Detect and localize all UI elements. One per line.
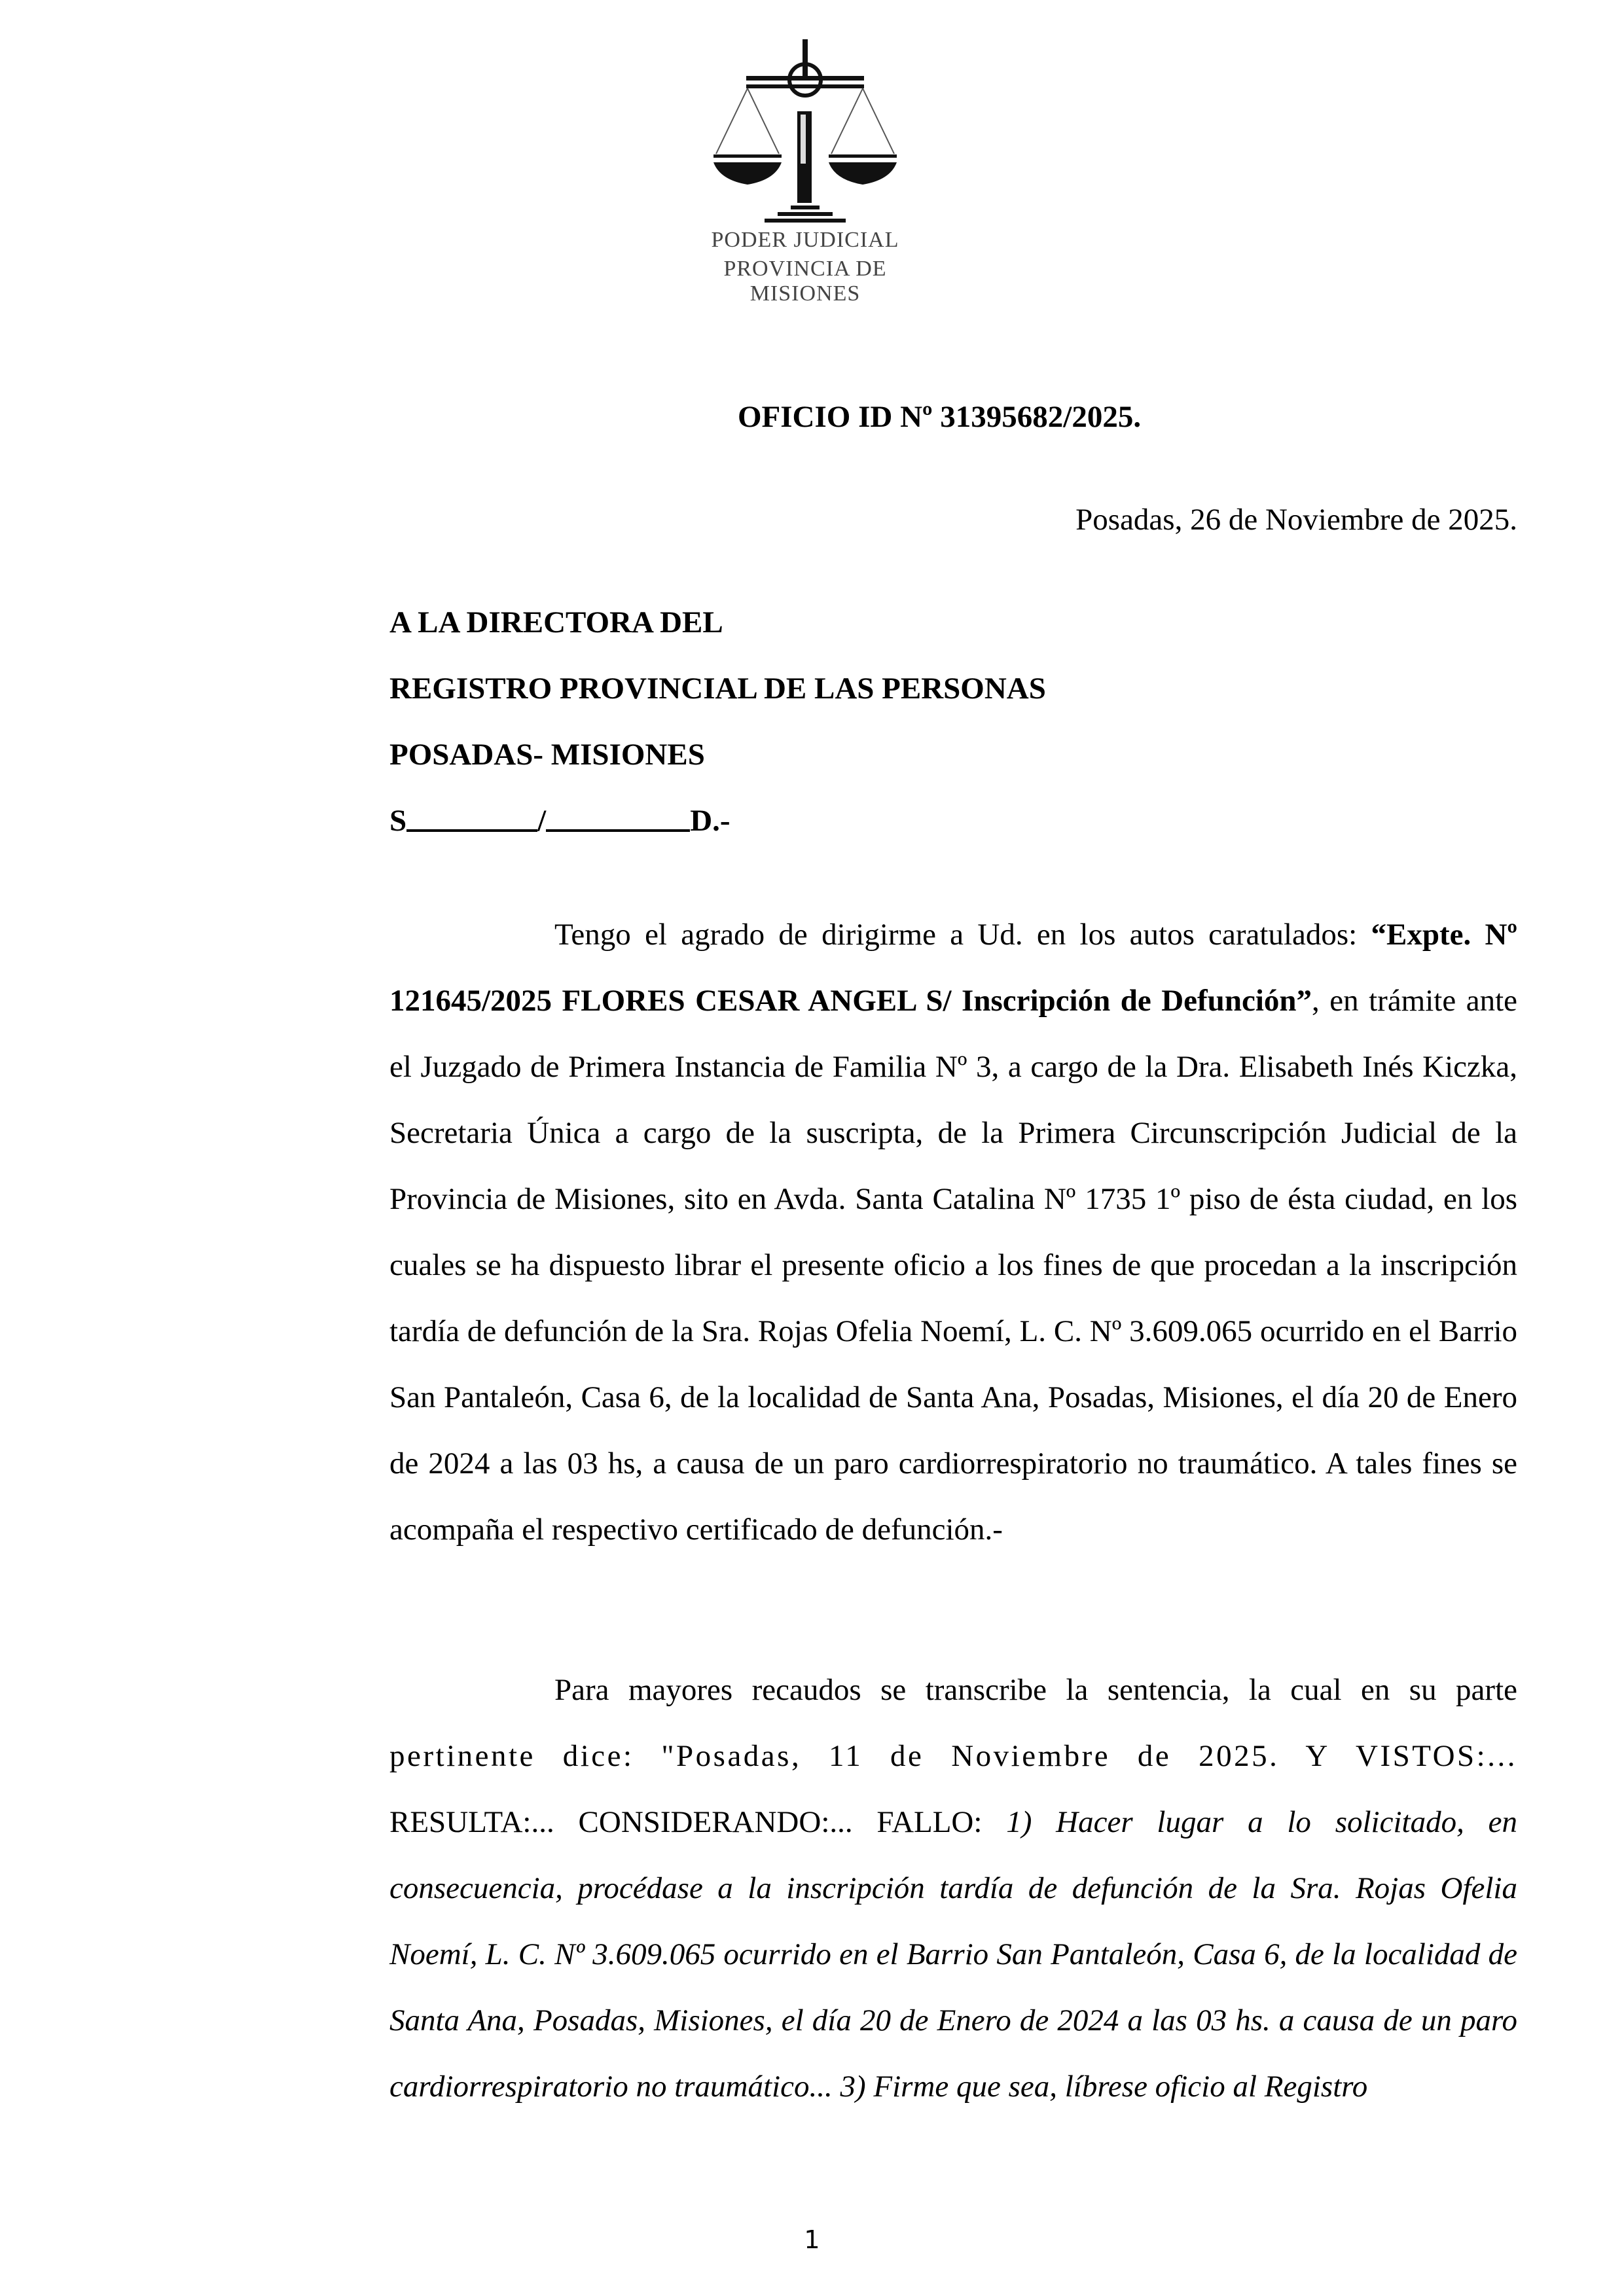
document-title: OFICIO ID Nº 31395682/2025. bbox=[738, 400, 1142, 434]
addressee-line-2: REGISTRO PROVINCIAL DE LAS PERSONAS bbox=[389, 672, 1046, 706]
addressee-line-3: POSADAS- MISIONES bbox=[389, 738, 705, 772]
sd-d: D.- bbox=[690, 804, 731, 838]
salutation-sd bbox=[389, 803, 731, 838]
paragraph-intro: Tengo el agrado de dirigirme a Ud. en los autos caratulados: bbox=[554, 918, 1371, 952]
sd-slash: / bbox=[537, 804, 547, 838]
sd-s: S bbox=[389, 804, 407, 838]
institution-province: PROVINCIA DE MISIONES bbox=[723, 257, 887, 306]
paragraph-body: , en trámite ante el Juzgado de Primera Instancia de Familia Nº 3, a cargo de la Dra. Elisabeth Inés Kiczka, Secretaria Única a cargo de la suscripta, de la Primera Circunscripción Judicial de la Provincia de Misiones, sito en Avda. Santa Catalina Nº 1735 1º piso de ésta ciudad, en los cuales se ha dispuesto librar el presente oficio a los fines de que procedan a la inscripción tardía de defunción de la Sra. Rojas Ofelia Noemí, L. C. Nº 3.609.065 ocurrido en el Barrio San Pantaleón, Casa 6, de la localidad de Santa Ana, Posadas, Misiones, el día 20 de Enero de 2024 a las 03 hs, a causa de un paro cardiorrespiratorio no traumático. A tales fines se acompaña el respectivo certificado de defunción.- bbox=[389, 984, 1517, 1547]
sentence-ruling: 1) Hacer lugar a lo solicitado, en consecuencia, procédase a la inscripción tardía de defunción de la Sra. Rojas Ofelia Noemí, L. C. Nº 3.609.065 ocurrido en el Barrio San Pantaleón, Casa 6, de la localidad de Santa Ana, Posadas, Misiones, el día 20 de Enero de 2024 a las 03 hs. a causa de un paro cardiorrespiratorio no traumático... 3) Firme que sea, líbrese oficio al Registro bbox=[389, 1805, 1518, 2104]
addressee-line-1: A LA DIRECTORA DEL bbox=[389, 605, 723, 639]
institution-name: PODER JUDICIAL bbox=[711, 228, 899, 252]
sentence-date: pertinente dice: "Posadas, 11 de Noviembre de 2025. Y VISTOS:... bbox=[389, 1739, 1517, 1773]
scales-of-justice-icon bbox=[694, 39, 916, 223]
sentence-intro: Para mayores recaudos se transcribe la sentencia, la cual en su parte bbox=[554, 1673, 1517, 1707]
paragraph-request bbox=[389, 902, 1517, 1563]
paragraph-sentence bbox=[389, 1657, 1517, 2120]
page-number: 1 bbox=[804, 2225, 820, 2254]
sentence-sections: RESULTA:... CONSIDERANDO:... FALLO: bbox=[389, 1805, 1007, 1839]
poder-judicial-logo bbox=[668, 39, 943, 306]
sd-blank-1 bbox=[406, 829, 537, 832]
date-line: Posadas, 26 de Noviembre de 2025. bbox=[1075, 503, 1517, 537]
sd-blank-2 bbox=[546, 829, 690, 832]
case-title: “Expte. Nº 121645/2025 FLORES CESAR ANGEL S/ Inscripción de Defunción” bbox=[389, 918, 1517, 1018]
